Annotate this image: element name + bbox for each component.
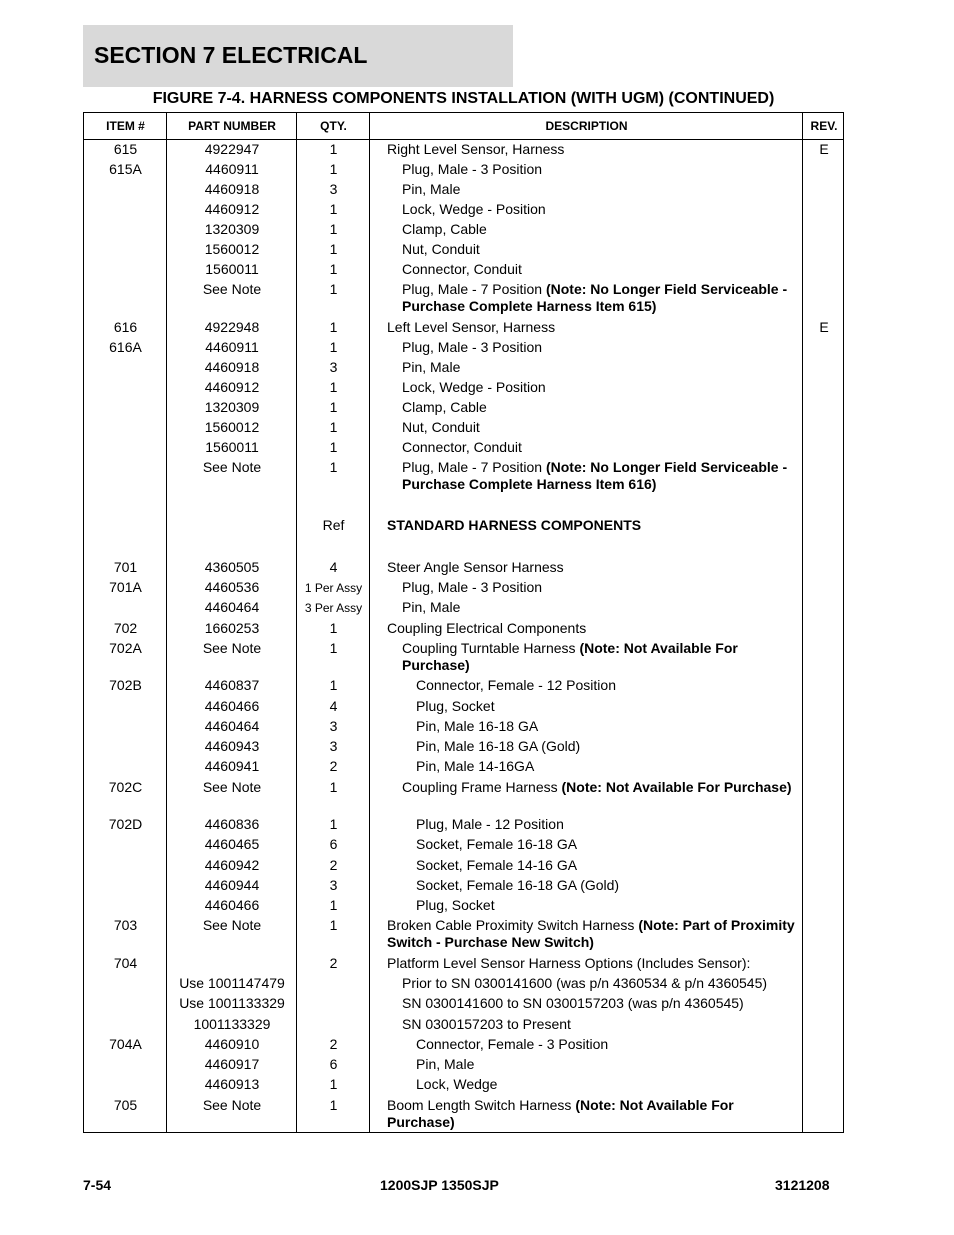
description (387, 559, 797, 576)
description-text: Lock, Wedge - Position (402, 201, 546, 217)
item-number: 704A (109, 1036, 142, 1052)
part-number: 4460918 (204, 181, 260, 197)
col-header-qty: QTY. (320, 119, 347, 133)
description-text: Plug, Male - 12 Position (416, 816, 564, 832)
quantity: 1 (329, 379, 338, 395)
quantity: 1 (329, 459, 338, 475)
description (387, 1097, 797, 1131)
revision: E (819, 141, 829, 157)
part-number: Use 1001133329 (179, 995, 285, 1011)
part-number: 4460465 (204, 836, 260, 852)
description (416, 698, 800, 715)
description (387, 955, 797, 972)
part-number: 1660253 (204, 620, 260, 636)
part-number: 4460917 (204, 1056, 260, 1072)
description (402, 779, 800, 796)
footer-model: 1200SJP 1350SJP (380, 1177, 499, 1193)
description-text: Plug, Socket (416, 698, 495, 714)
col-header-part: PART NUMBER (188, 119, 276, 133)
quantity: 2 (329, 955, 338, 971)
quantity: 3 Per Assy (304, 601, 363, 615)
quantity: 1 (329, 1076, 338, 1092)
header-divider (84, 139, 843, 140)
description-text: Socket, Female 16-18 GA (416, 836, 578, 852)
description-text: Platform Level Sensor Harness Options (Includes Sensor): (387, 955, 751, 971)
description-text: SN 0300157203 to Present (402, 1016, 571, 1032)
part-number: 4460910 (204, 1036, 260, 1052)
description-text: Socket, Female 14-16 GA (416, 857, 578, 873)
description-text: Right Level Sensor, Harness (387, 141, 565, 157)
quantity: 3 (329, 359, 338, 375)
description (402, 459, 800, 493)
part-number: 4460466 (204, 698, 260, 714)
col-header-desc: DESCRIPTION (545, 119, 628, 133)
part-number: See Note (202, 459, 262, 475)
part-number: 1560011 (205, 261, 259, 277)
quantity: 6 (329, 1056, 338, 1072)
part-number: 1560012 (204, 241, 260, 257)
description-text: Left Level Sensor, Harness (387, 319, 556, 335)
part-number: 4460466 (204, 897, 260, 913)
part-number: 1001133329 (193, 1016, 271, 1032)
item-number: 702C (108, 779, 143, 795)
description-text: Connector, Conduit (402, 439, 522, 455)
description (416, 758, 800, 775)
description (402, 201, 800, 218)
part-number: 1560011 (205, 439, 259, 455)
description (402, 995, 800, 1012)
description-text: Plug, Male - 3 Position (402, 339, 543, 355)
quantity: 2 (329, 857, 338, 873)
description (402, 419, 800, 436)
description (402, 399, 800, 416)
revision: E (819, 319, 829, 335)
description (416, 677, 800, 694)
col-header-item: ITEM # (106, 119, 145, 133)
description (402, 975, 800, 992)
description-text: Plug, Male - 3 Position (402, 161, 543, 177)
part-number: 4460941 (204, 758, 260, 774)
description-text: Pin, Male (402, 181, 461, 197)
part-number: See Note (202, 281, 262, 297)
item-number: 704 (113, 955, 138, 971)
part-number: 1560012 (204, 419, 260, 435)
description-text: Lock, Wedge - Position (402, 379, 546, 395)
item-number: 702A (109, 640, 142, 656)
parts-table (83, 112, 844, 1133)
description (416, 857, 800, 874)
description (402, 261, 800, 278)
description (416, 816, 800, 833)
quantity: 1 (329, 779, 338, 795)
description (416, 738, 800, 755)
part-number: 4460911 (205, 161, 259, 177)
description-text: Pin, Male 14-16GA (416, 758, 535, 774)
part-number: See Note (202, 640, 262, 656)
quantity: 1 (329, 319, 338, 335)
quantity: 1 (329, 816, 338, 832)
quantity: 1 (329, 339, 338, 355)
part-number: See Note (202, 917, 262, 933)
part-number: 4460912 (204, 201, 260, 217)
description-text: Coupling Electrical Components (387, 620, 587, 636)
part-number: See Note (202, 1097, 262, 1113)
item-number: 705 (113, 1097, 138, 1113)
description-text: Coupling Turntable Harness (402, 640, 580, 656)
description-text: Plug, Socket (416, 897, 495, 913)
description-text: Socket, Female 16-18 GA (Gold) (416, 877, 620, 893)
description-text: Broken Cable Proximity Switch Harness (387, 917, 639, 933)
description (402, 181, 800, 198)
item-number: 702 (113, 620, 138, 636)
quantity: 3 (329, 877, 338, 893)
quantity: 1 (329, 897, 338, 913)
description (416, 1076, 800, 1093)
description-text: Clamp, Cable (402, 221, 487, 237)
description (416, 836, 800, 853)
description-text: Nut, Conduit (402, 419, 480, 435)
description-note: (Note: Not Available For Purchase) (561, 779, 792, 795)
description-text: Pin, Male 16-18 GA (Gold) (416, 738, 581, 754)
quantity: 1 (329, 620, 338, 636)
description (387, 141, 797, 158)
quantity: 1 (329, 399, 338, 415)
figure-title: FIGURE 7-4. HARNESS COMPONENTS INSTALLATION (WITH UGM) (CONTINUED) (152, 90, 775, 107)
description (416, 1036, 800, 1053)
description (416, 1056, 800, 1073)
quantity: 1 Per Assy (304, 581, 363, 595)
section-header (83, 25, 513, 87)
part-number: 4460837 (204, 677, 260, 693)
description-text: Prior to SN 0300141600 (was p/n 4360534 & p/n 4360545) (402, 975, 768, 991)
quantity: 1 (329, 439, 338, 455)
description (416, 718, 800, 735)
footer-doc: 3121208 (775, 1177, 830, 1193)
item-number: 616A (109, 339, 142, 355)
quantity: 3 (329, 738, 338, 754)
description (402, 640, 800, 674)
description (402, 281, 800, 315)
description-text: STANDARD HARNESS COMPONENTS (387, 517, 642, 533)
part-number: 1320309 (204, 221, 260, 237)
description (402, 579, 800, 596)
description (402, 241, 800, 258)
description-note: (Note: No Longer Field Serviceable - Purchase Complete Harness Item 616) (402, 459, 788, 492)
section-title: SECTION 7 ELECTRICAL (94, 42, 368, 68)
description-text: Nut, Conduit (402, 241, 480, 257)
part-number: See Note (202, 779, 262, 795)
part-number: 4460944 (204, 877, 260, 893)
description-note: (Note: Not Available For Purchase) (402, 640, 738, 673)
description (402, 221, 800, 238)
part-number: 4460911 (205, 339, 259, 355)
description (402, 359, 800, 376)
part-number: 4922948 (204, 319, 260, 335)
quantity: 3 (329, 181, 338, 197)
description (402, 161, 800, 178)
description-text: Coupling Frame Harness (402, 779, 562, 795)
part-number: 4460918 (204, 359, 260, 375)
column-divider (802, 113, 803, 1132)
quantity: 4 (329, 698, 338, 714)
description (416, 877, 800, 894)
description (402, 1016, 800, 1033)
part-number: 4460943 (204, 738, 260, 754)
description (416, 897, 800, 914)
item-number: 703 (113, 917, 138, 933)
description (402, 339, 800, 356)
part-number: 4460912 (204, 379, 260, 395)
description-text: Plug, Male - 7 Position (402, 281, 546, 297)
quantity: 1 (329, 1097, 338, 1113)
quantity: 2 (329, 1036, 338, 1052)
description-text: Clamp, Cable (402, 399, 487, 415)
quantity: 1 (329, 640, 338, 656)
description-text: Pin, Male 16-18 GA (416, 718, 539, 734)
description (402, 379, 800, 396)
quantity: 1 (329, 241, 338, 257)
part-number: 4460942 (204, 857, 260, 873)
item-number: 702D (108, 816, 143, 832)
description-text: Boom Length Switch Harness (387, 1097, 576, 1113)
quantity: 4 (329, 559, 338, 575)
quantity: 2 (329, 758, 338, 774)
description-text: Pin, Male (416, 1056, 475, 1072)
description-text: Plug, Male - 7 Position (402, 459, 546, 475)
item-number: 616 (113, 319, 138, 335)
quantity: 1 (329, 917, 338, 933)
part-number: 4360505 (204, 559, 260, 575)
item-number: 702B (109, 677, 142, 693)
quantity: 1 (329, 677, 338, 693)
quantity: 1 (329, 281, 338, 297)
item-number: 615 (113, 141, 138, 157)
item-number: 615A (109, 161, 142, 177)
part-number: Use 1001147479 (179, 975, 285, 991)
description (387, 620, 797, 637)
quantity: 1 (329, 141, 338, 157)
part-number: 4460536 (204, 579, 260, 595)
part-number: 4460464 (204, 599, 260, 615)
description-text: Connector, Female - 12 Position (416, 677, 616, 693)
description-text: Connector, Conduit (402, 261, 522, 277)
quantity: 1 (329, 261, 338, 277)
description-note: (Note: No Longer Field Serviceable - Purchase Complete Harness Item 615) (402, 281, 788, 314)
part-number: 4460836 (204, 816, 260, 832)
part-number: 4460464 (204, 718, 260, 734)
description-note: (Note: Part of Proximity Switch - Purchase New Switch) (387, 917, 795, 950)
description-text: Plug, Male - 3 Position (402, 579, 543, 595)
description (387, 517, 797, 534)
description (402, 439, 800, 456)
quantity: 3 (329, 718, 338, 734)
col-header-rev: REV. (810, 119, 838, 133)
part-number: 4922947 (204, 141, 260, 157)
quantity: Ref (322, 517, 345, 533)
part-number: 4460913 (204, 1076, 260, 1092)
quantity: 1 (329, 161, 338, 177)
description-text: SN 0300141600 to SN 0300157203 (was p/n 4360545) (402, 995, 744, 1011)
description (387, 917, 797, 951)
description (402, 599, 800, 616)
quantity: 1 (329, 201, 338, 217)
quantity: 1 (329, 419, 338, 435)
description-text: Connector, Female - 3 Position (416, 1036, 609, 1052)
description-text: Pin, Male (402, 599, 461, 615)
item-number: 701A (109, 579, 142, 595)
description-text: Steer Angle Sensor Harness (387, 559, 564, 575)
item-number: 701 (113, 559, 138, 575)
quantity: 6 (329, 836, 338, 852)
description-text: Lock, Wedge (416, 1076, 498, 1092)
description-text: Pin, Male (402, 359, 461, 375)
footer-page: 7-54 (83, 1177, 112, 1193)
part-number: 1320309 (204, 399, 260, 415)
quantity: 1 (329, 221, 338, 237)
description-note: (Note: Not Available For Purchase) (387, 1097, 734, 1130)
description (387, 319, 797, 336)
